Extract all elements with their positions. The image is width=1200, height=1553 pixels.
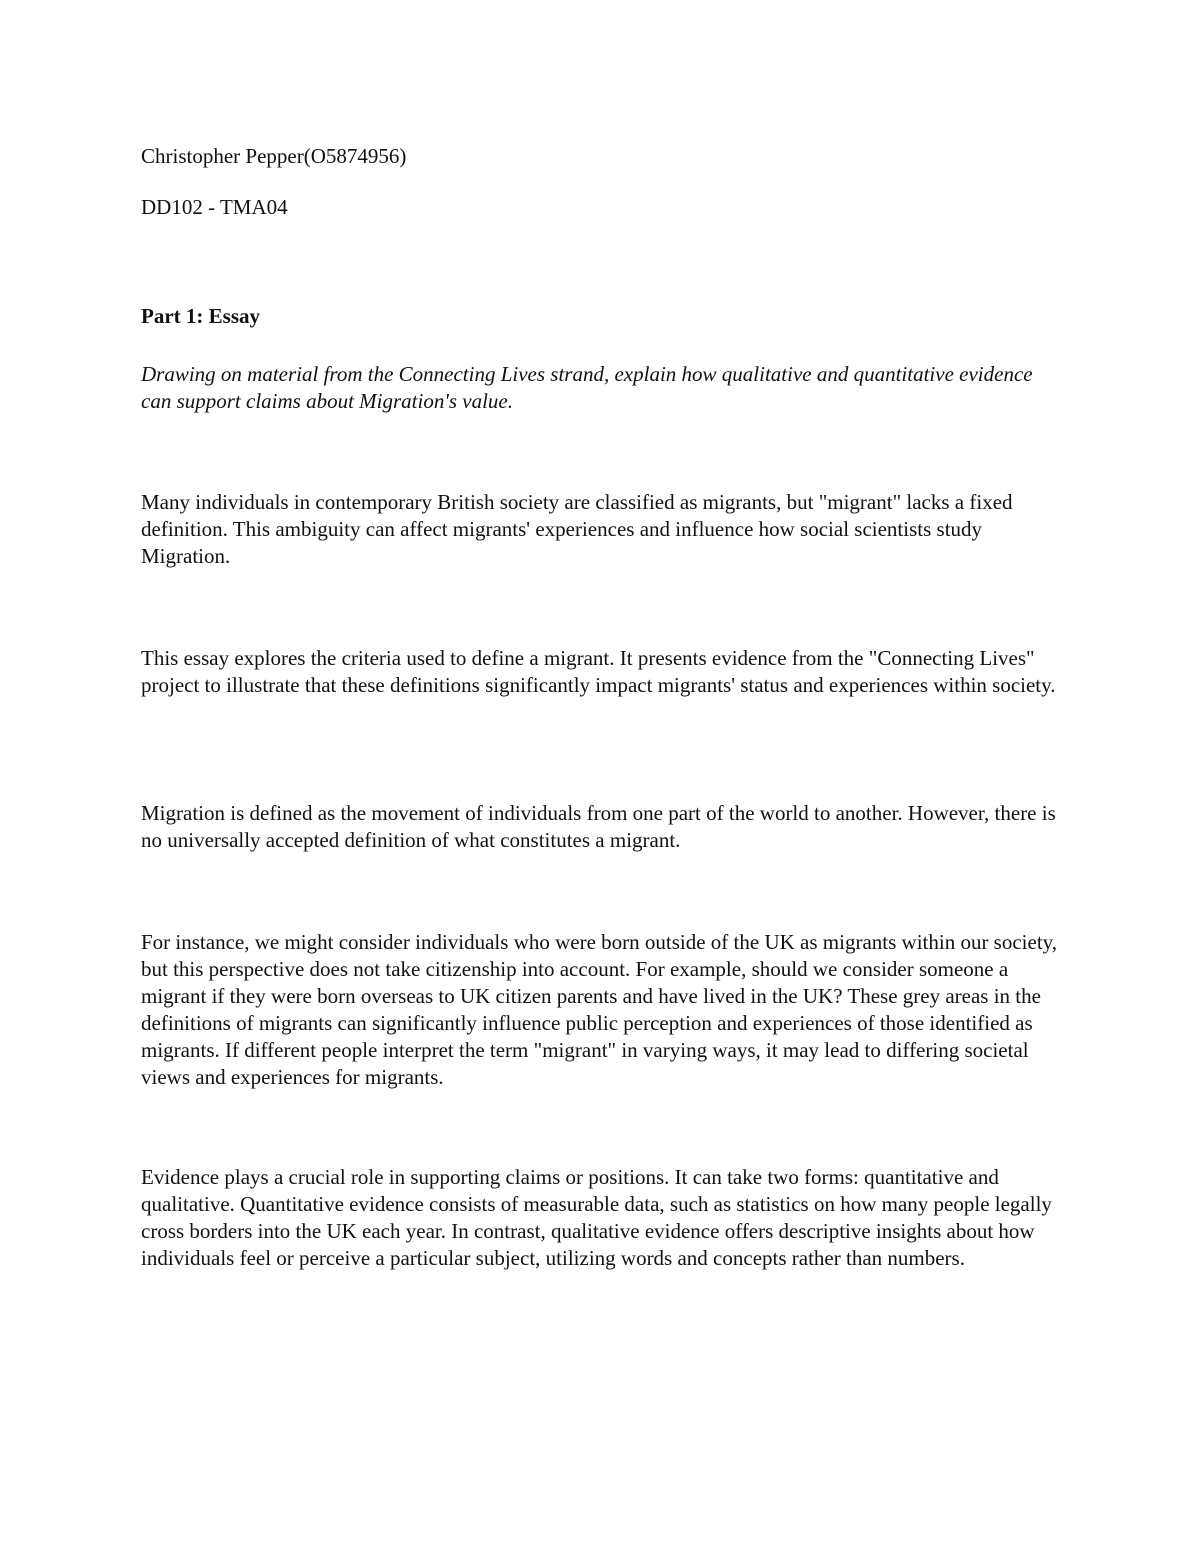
essay-question: Drawing on material from the Connecting Lives strand, explain how qualitative and quantitative evidence can support claims about Migration's value. [141, 362, 1033, 413]
paragraph-2: This essay explores the criteria used to define a migrant. It presents evidence from the "Connecting Lives" project to illustrate that these definitions significantly impact migrants' status and experiences within society. [141, 646, 1056, 697]
paragraph-5: Evidence plays a crucial role in supporting claims or positions. It can take two forms: quantitative and qualitative. Quantitative evidence consists of measurable data, such as statistics on how many people legally cross borders into the UK each year. In contrast, qualitative evidence offers descriptive insights about how individuals feel or perceive a particular subject, utilizing words and concepts rather than numbers. [141, 1165, 1052, 1270]
paragraph-3: Migration is defined as the movement of individuals from one part of the world to another. However, there is no universally accepted definition of what constitutes a migrant. [141, 801, 1056, 852]
paragraph-4: For instance, we might consider individuals who were born outside of the UK as migrants within our society, but this perspective does not take citizenship into account. For example, should we consider someone a migrant if they were born overseas to UK citizen parents and have lived in the UK? These grey areas in the definitions of migrants can significantly influence public perception and experiences of those identified as migrants. If different people interpret the term "migrant" in varying ways, it may lead to differing societal views and experiences for migrants. [141, 930, 1058, 1089]
paragraph-1: Many individuals in contemporary British society are classified as migrants, but "migrant" lacks a fixed definition. This ambiguity can affect migrants' experiences and influence how social scientists study Migration. [141, 490, 1013, 568]
author-line: Christopher Pepper(O5874956) [141, 144, 407, 168]
course-code: DD102 - TMA04 [141, 195, 288, 219]
section-heading: Part 1: Essay [141, 304, 260, 328]
